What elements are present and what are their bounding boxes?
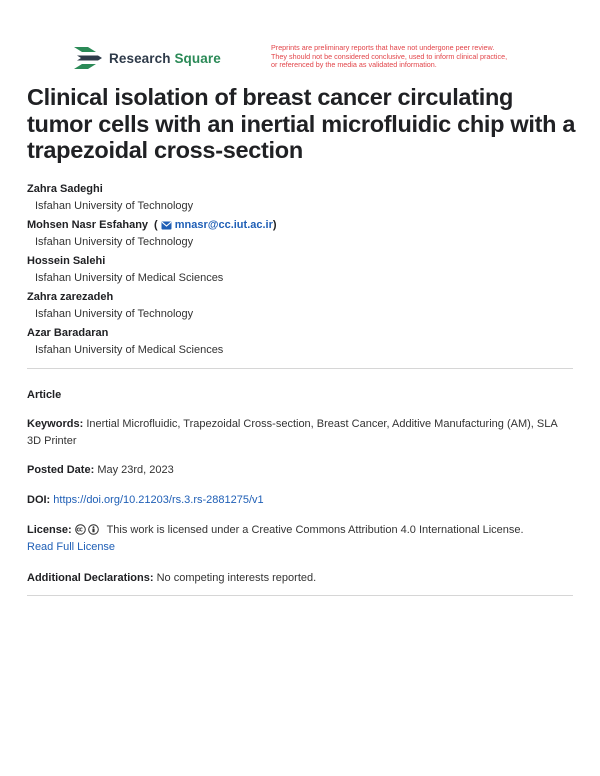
posted-date-label: Posted Date: (27, 464, 95, 476)
license-section (27, 522, 573, 555)
author-affiliation: Isfahan University of Medical Sciences (35, 272, 224, 284)
author-affiliation: Isfahan University of Medical Sciences (35, 344, 224, 356)
page-header (0, 0, 600, 80)
author-entry (27, 252, 577, 288)
doi-section (27, 492, 573, 509)
divider-bottom (27, 595, 573, 596)
license-text: This work is licensed under a Creative Commons Attribution 4.0 International License. (106, 524, 524, 536)
author-affiliation: Isfahan University of Technology (35, 200, 194, 212)
declarations-section (27, 570, 573, 587)
author-name[interactable]: Azar Baradaran (27, 327, 109, 339)
author-affiliation: Isfahan University of Technology (35, 308, 194, 320)
author-entry (27, 180, 577, 216)
author-name[interactable]: Mohsen Nasr Esfahany (27, 219, 149, 231)
preprint-notice (271, 44, 561, 70)
posted-date-value: May 23rd, 2023 (97, 464, 174, 476)
creative-commons-icon (75, 524, 86, 535)
declarations-value: No competing interests reported. (156, 572, 317, 584)
author-name[interactable]: Zahra zarezadeh (27, 291, 114, 303)
notice-line: They should not be considered conclusive, used to inform clinical practice, (271, 51, 508, 61)
brand-name: Research Square (109, 50, 221, 66)
research-square-logo[interactable] (74, 47, 221, 69)
author-entry (27, 288, 577, 324)
keywords-label: Keywords: (27, 418, 84, 430)
doi-label: DOI: (27, 494, 51, 506)
declarations-label: Additional Declarations: (27, 572, 154, 584)
author-list (27, 180, 577, 360)
keywords-section (27, 416, 573, 449)
author-affiliation: Isfahan University of Technology (35, 236, 194, 248)
doi-link[interactable]: https://doi.org/10.21203/rs.3.rs-2881275/v1 (53, 494, 264, 506)
paper-title: Clinical isolation of breast cancer circulating tumor cells with an inertial microfluidic chip with a trapezoidal cross-section (27, 84, 576, 163)
posted-date-section (27, 462, 573, 479)
notice-line: Preprints are preliminary reports that have not undergone peer review. (271, 43, 495, 52)
attribution-icon (88, 524, 99, 535)
email-icon (161, 221, 172, 230)
research-square-logo-icon (74, 47, 102, 69)
author-entry (27, 216, 577, 252)
author-email: mnasr@cc.iut.ac.ir (174, 219, 273, 231)
article-type: Article (27, 389, 62, 401)
keywords-value: Inertial Microfluidic, Trapezoidal Cross-section, Breast Cancer, Additive Manufacturing (AM), SLA 3D Printer (27, 418, 558, 447)
author-email-link[interactable]: ( mnasr@cc.iut.ac.ir ) (154, 219, 277, 231)
read-full-license-link[interactable]: Read Full License (27, 540, 116, 553)
author-name-row (27, 216, 577, 234)
author-name[interactable]: Zahra Sadeghi (27, 183, 103, 195)
author-entry (27, 324, 577, 360)
license-label: License: (27, 524, 72, 536)
author-name[interactable]: Hossein Salehi (27, 255, 106, 267)
cc-badges[interactable] (75, 524, 101, 535)
divider-top (27, 368, 573, 369)
notice-line: or referenced by the media as validated information. (271, 60, 437, 70)
